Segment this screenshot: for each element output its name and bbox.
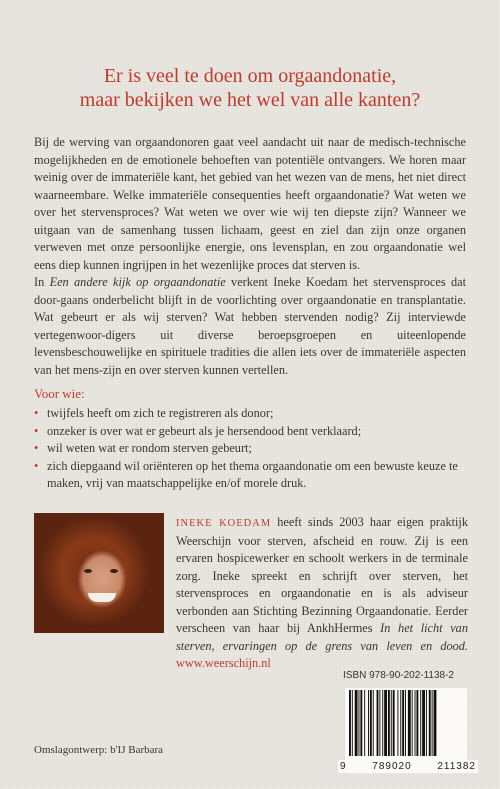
intro-paragraph-2-post: verkent Ineke Koedam het stervensproces dat door-gaans onderbelicht blijft in de voorlichting over orgaandonatie en transplantatie. Wat gebeurt er als wij sterven? Wat hebben stervenden nodig? Zij interviewde vertegenwoor-digers uit diverse beroepsgroepen en uiteenlopende levensbeschouwelijke en spirituele tradities die allen iets over de immateriële aspecten van het mens-zijn en over sterven kunnen vertellen.: [34, 275, 466, 377]
cover-design-credit: Omslagontwerp: b'IJ Barbara: [34, 744, 164, 756]
author-previous-book: In het licht van sterven, ervaringen op de grens van leven en dood.: [176, 621, 468, 653]
barcode-bar: [408, 690, 411, 756]
barcode-bar: [388, 690, 390, 756]
book-title: Een andere kijk op orgaandonatie: [49, 275, 226, 289]
barcode-bar: [405, 690, 406, 756]
list-item: • twijfels heeft om zich te registreren als donor;: [34, 405, 474, 423]
barcode-bar: [370, 690, 372, 756]
barcode-bar: [420, 690, 421, 756]
headline-line-2: maar bekijken we het wel van alle kanten?: [79, 89, 421, 111]
barcode-bar: [377, 690, 379, 756]
author-bio: [176, 514, 468, 673]
barcode-bar: [429, 690, 431, 756]
barcode-bar: [373, 690, 374, 756]
barcode-digit-group: 789020: [372, 761, 412, 772]
barcode-bar: [426, 690, 427, 756]
barcode-bar: [352, 690, 353, 756]
barcode-bar: [368, 690, 369, 756]
barcode-bar: [393, 690, 395, 756]
author-website-link[interactable]: www.weerschijn.nl: [176, 656, 271, 670]
barcode-bar: [349, 690, 351, 756]
barcode-bar: [379, 690, 380, 756]
barcode-bar: [432, 690, 433, 756]
headline: [20, 64, 480, 112]
barcode-bar: [391, 690, 392, 756]
barcode-digits: [338, 760, 478, 773]
barcode-bar: [384, 690, 387, 756]
intro-text: [34, 134, 466, 379]
barcode-digit-group: 211382: [437, 761, 476, 772]
list-item: • zich diepgaand wil oriënteren op het thema orgaandonatie om een bewuste keuze te maken, vrij van maatschappelijke en/of morele druk.: [34, 458, 474, 493]
for-who-title: Voor wie:: [34, 386, 85, 401]
barcode-bar: [359, 690, 360, 756]
barcode-bar: [416, 690, 418, 756]
barcode-bars: [345, 688, 467, 760]
barcode-bar: [412, 690, 413, 756]
author-name: INEKE KOEDAM: [176, 518, 272, 529]
barcode-bar: [400, 690, 401, 756]
barcode-bar: [402, 690, 404, 756]
barcode-bar: [360, 690, 362, 756]
intro-paragraph-1: Bij de werving van orgaandonoren gaat veel aandacht uit naar de medisch-technische mogelijkheden en de emotionele behoeften van potentiële ontvangers. We horen maar weinig over de immateriële kant, het gebied van het wezen van de mens, het niet direct waarneembare. Welke immateriële consequenties heeft orgaandonatie? Wat weten we over het stervensproces? Wat weten we over wie wij ten diepste zijn? Wanneer we uitgaan van de samenhang tussen lichaam, geest en ziel dan zijn onze organen verweven met onze persoonlijke energie, ons levensplan, en zou orgaandonatie wel eens diep kunnen ingrijpen in het wezenlijke proces dat sterven is.: [34, 135, 466, 272]
intro-paragraph-2-pre: In: [34, 275, 50, 289]
barcode-bar: [355, 690, 358, 756]
isbn-label: ISBN 978-90-202-1138-2: [343, 670, 454, 681]
barcode-digit-group: 9: [340, 761, 347, 772]
author-photo-eye: [110, 569, 118, 573]
author-bio-text: heeft sinds 2003 haar eigen praktijk Weerschijn voor sterven, afscheid en rouw. Zij is een ervaren hospicewerker en schoolt werkers in de terminale zorg. Ineke spreekt en schrijft over sterven, het stervensproces en orgaandonatie en is als adviseur verbonden aan Stichting Bezinning Orgaandonatie. Eerder verscheen van haar bij AnkhHermes: [176, 515, 469, 635]
intro-paragraph-2: [34, 274, 466, 379]
barcode-bar: [364, 690, 365, 756]
barcode-bar: [434, 690, 437, 756]
for-who-list: [34, 405, 474, 493]
barcode: [345, 688, 467, 760]
barcode-bar: [415, 690, 416, 756]
author-photo-smile: [88, 593, 116, 602]
author-photo-eye: [84, 569, 92, 573]
author-photo: [34, 513, 164, 633]
list-item: • wil weten wat er rondom sterven gebeurt;: [34, 440, 474, 458]
barcode-bar: [382, 690, 383, 756]
barcode-bar: [397, 690, 398, 756]
barcode-bar: [422, 690, 425, 756]
list-item: • onzeker is over wat er gebeurt als je hersendood bent verklaard;: [34, 423, 474, 441]
headline-line-1: Er is veel te doen om orgaandonatie,: [103, 65, 397, 87]
